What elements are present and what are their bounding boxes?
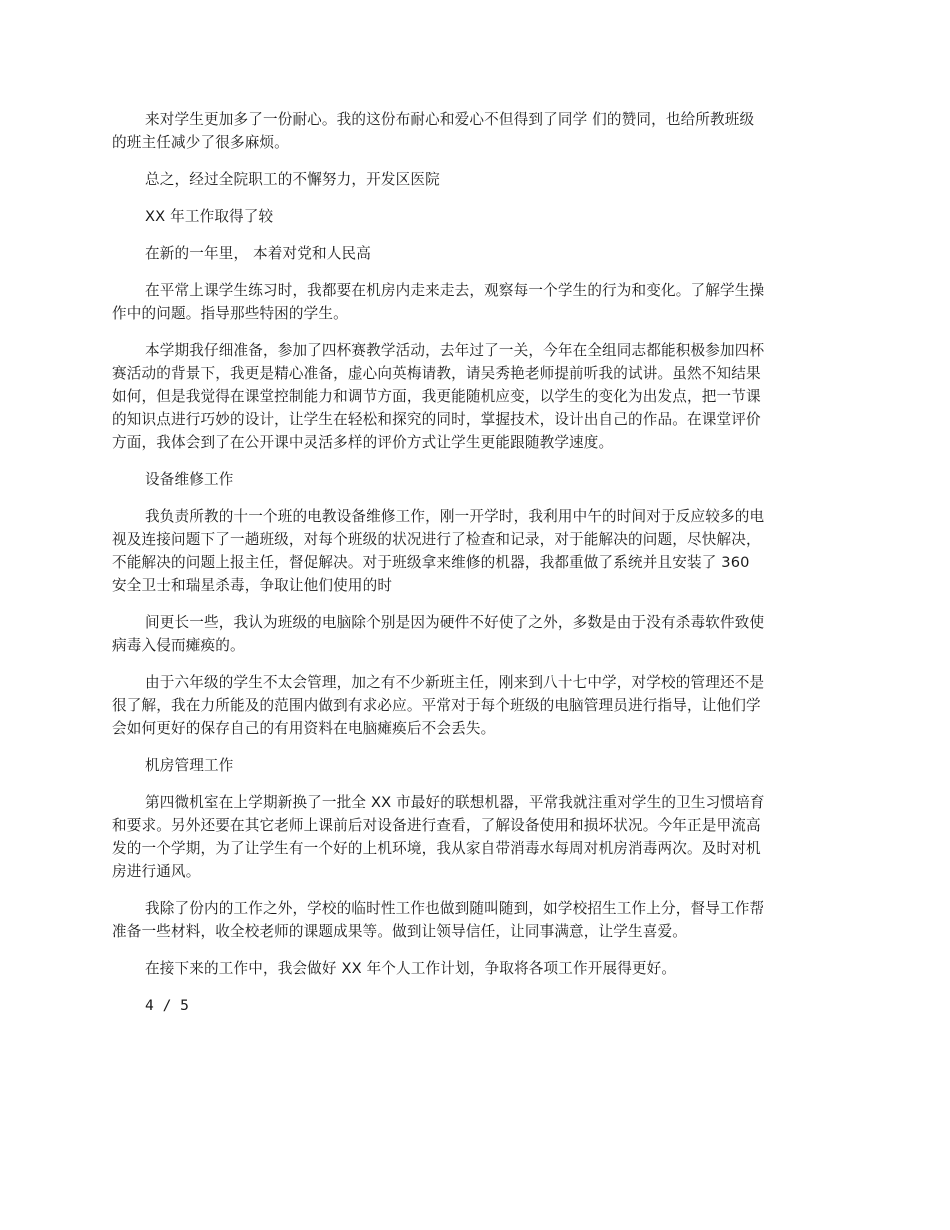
paragraph-line: 如何，但是我觉得在课堂控制能力和调节方面，我更能随机应变，以学生的变化为出发点，把一节课 xyxy=(112,388,761,405)
paragraph-line: 的知识点进行巧妙的设计，让学生在轻松和探究的同时，掌握技术，设计出自己的作品。在课堂评价 xyxy=(112,411,761,428)
paragraph xyxy=(112,339,832,454)
paragraph-line: 赛活动的背景下，我更是精心准备，虚心向英梅请教，请吴秀艳老师提前听我的试讲。虽然不知结果 xyxy=(112,365,761,382)
paragraph xyxy=(112,279,832,325)
paragraph xyxy=(112,168,832,191)
paragraph xyxy=(112,205,832,228)
paragraph-line: 会如何更好的保存自己的有用资料在电脑瘫痪后不会丢失。 xyxy=(112,720,496,737)
paragraph-line: 我负责所教的十一个班的电教设备维修工作，刚一开学时，我利用中午的时间对于反应较多的电 xyxy=(145,508,765,525)
paragraph-line: 安全卫士和瑞星杀毒，争取让他们使用的时 xyxy=(112,577,393,594)
paragraph-line: 设备维修工作 xyxy=(145,471,234,488)
paragraph-line: 视及连接问题下了一趟班级，对每个班级的状况进行了检查和记录，对于能解决的问题，尽快解决， xyxy=(112,531,761,548)
paragraph-line: 准备一些材料，收全校老师的课题成果等。做到让领导信任，让同事满意，让学生喜爱。 xyxy=(112,923,688,940)
paragraph-line: 在平常上课学生练习时，我都要在机房内走来走去，观察每一个学生的行为和变化。了解学生操 xyxy=(145,282,765,299)
paragraph-line: XX 年工作取得了较 xyxy=(145,208,274,225)
paragraph xyxy=(112,754,832,777)
paragraph-line: 和要求。另外还要在其它老师上课前后对设备进行查看，了解设备使用和损坏状况。今年正是甲流高 xyxy=(112,817,761,834)
paragraph-line: 不能解决的问题上报主任，督促解决。对于班级拿来维修的机器，我都重做了系统并且安装了 360 xyxy=(112,554,750,571)
paragraph xyxy=(112,108,832,154)
paragraph-line: 间更长一些，我认为班级的电脑除个别是因为硬件不好使了之外，多数是由于没有杀毒软件致使 xyxy=(145,614,765,631)
paragraph-line: 机房管理工作 xyxy=(145,757,234,774)
paragraph xyxy=(112,791,832,883)
paragraph-line: 第四微机室在上学期新换了一批全 XX 市最好的联想机器，平常我就注重对学生的卫生习惯培育 xyxy=(145,794,765,811)
paragraph-line: 房进行通风。 xyxy=(112,863,201,880)
paragraph-line: 方面，我体会到了在公开课中灵活多样的评价方式让学生更能跟随教学速度。 xyxy=(112,434,614,451)
paragraph xyxy=(112,611,832,657)
paragraph-line: 在接下来的工作中，我会做好 XX 年个人工作计划，争取将各项工作开展得更好。 xyxy=(145,960,677,977)
paragraph xyxy=(112,897,832,943)
document-page xyxy=(112,108,832,1017)
paragraph xyxy=(112,468,832,491)
paragraph-line: 本学期我仔细准备，参加了四杯赛教学活动，去年过了一关，今年在全组同志都能积极参加四杯 xyxy=(145,342,765,359)
paragraph-line: 来对学生更加多了一份耐心。我的这份布耐心和爱心不但得到了同学 们的赞同，也给所教班级 xyxy=(145,111,755,128)
paragraph xyxy=(112,505,832,597)
paragraph-line: 总之，经过全院职工的不懈努力，开发区医院 xyxy=(145,171,440,188)
paragraph-line: 在新的一年里， 本着对党和人民高 xyxy=(145,245,371,262)
paragraph-line: 的班主任减少了很多麻烦。 xyxy=(112,134,289,151)
paragraph-line: 由于六年级的学生不太会管理，加之有不少新班主任，刚来到八十七中学，对学校的管理还不是 xyxy=(145,674,765,691)
paragraph-line: 作中的问题。指导那些特困的学生。 xyxy=(112,305,348,322)
paragraph-line: 很了解，我在力所能及的范围内做到有求必应。平常对于每个班级的电脑管理员进行指导，让他们学 xyxy=(112,697,761,714)
paragraph xyxy=(112,242,832,265)
document-body xyxy=(112,108,832,980)
page-number: 4 / 5 xyxy=(145,997,189,1014)
paragraph-line: 病毒入侵而瘫痪的。 xyxy=(112,637,245,654)
paragraph xyxy=(112,671,832,740)
paragraph-line: 我除了份内的工作之外，学校的临时性工作也做到随叫随到，如学校招生工作上分，督导工作帮 xyxy=(145,900,765,917)
paragraph-line: 发的一个学期，为了让学生有一个好的上机环境，我从家自带消毒水每周对机房消毒两次。及时对机 xyxy=(112,840,761,857)
paragraph xyxy=(112,957,832,980)
